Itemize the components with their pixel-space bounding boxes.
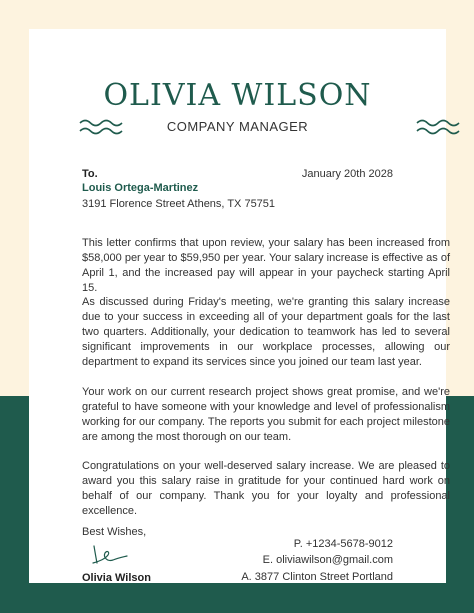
wave-ornament-icon (416, 118, 460, 136)
to-label: To. (82, 168, 98, 180)
contact-phone: P. +1234-5678-9012 (293, 538, 393, 550)
body-paragraph: This letter confirms that upon review, your salary has been increased from $58,000 per year to $59,950 per year. Your salary increase is effective as of April 1, and the increased pay will appear in your paycheck starting April 15. (82, 237, 450, 295)
sender-role: COMPANY MANAGER (166, 119, 309, 134)
letter-page (29, 29, 450, 584)
recipient-name: Louis Ortega-Martinez (82, 182, 199, 194)
body-paragraph: Your work on our current research project shows great promise, and we're grateful to have someone with your knowledge and level of professionalism working for our company. The reports you submit for each project milestone are among the most thorough on our team. (82, 386, 450, 444)
body-paragraph: As discussed during Friday's meeting, we're granting this salary increase due to your success in exceeding all of your department goals for the last two quarters. Additionally, your dedication to teamwork has led to several significant improvements in our workplace processes, allowing our department to expand its services since you joined our team last year. (82, 296, 450, 369)
closing-salutation: Best Wishes, (82, 526, 147, 538)
sender-name: OLIVIA WILSON (103, 78, 372, 113)
signature-icon (91, 541, 129, 567)
recipient-address: 3191 Florence Street Athens, TX 75751 (82, 198, 276, 210)
signer-name: Olivia Wilson (82, 572, 151, 584)
body-paragraph: Congratulations on your well-deserved salary increase. We are pleased to award you this salary raise in gratitude for your continued hard work on behalf of our company. Thank you for your loyalty and professional excellence. (82, 460, 450, 518)
contact-address: A. 3877 Clinton Street Portland (241, 571, 393, 583)
letter-date: January 20th 2028 (301, 168, 393, 180)
contact-email: E. oliviawilson@gmail.com (262, 554, 393, 566)
